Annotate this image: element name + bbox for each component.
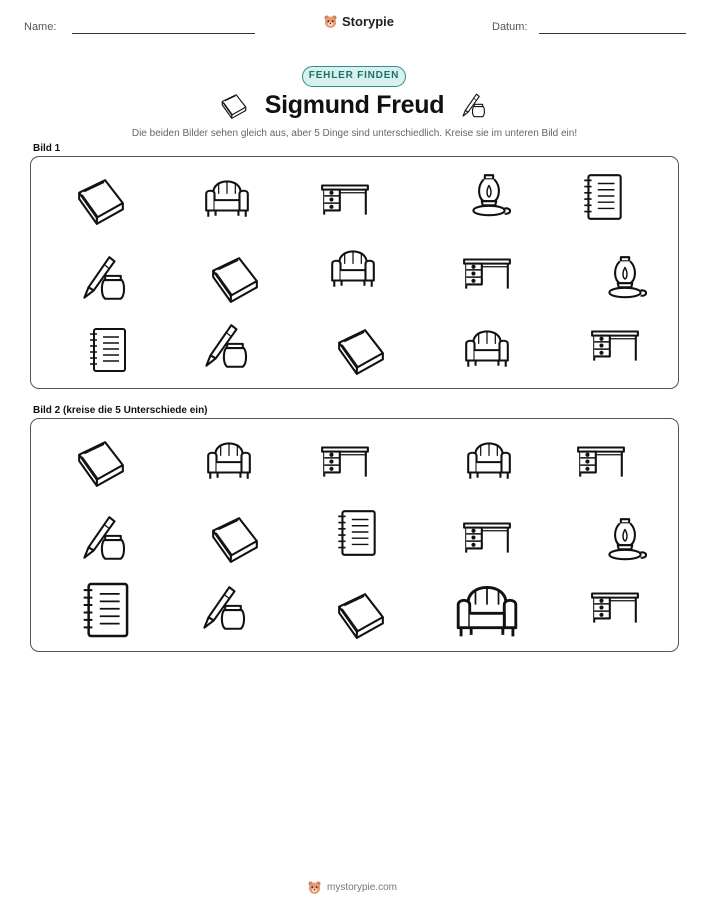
book-icon[interactable] <box>75 437 127 489</box>
footer <box>307 880 397 895</box>
brand-logo <box>323 14 394 29</box>
oil-lamp-icon[interactable] <box>599 515 651 567</box>
pen-ink-icon <box>75 253 127 305</box>
book-icon <box>335 325 387 377</box>
desk-icon <box>319 173 371 225</box>
footer-url: mystorypie.com <box>327 882 398 893</box>
desk-icon[interactable] <box>589 581 641 633</box>
pen-ink-icon <box>458 92 486 120</box>
notepad-icon <box>83 325 133 375</box>
desk-icon <box>461 247 513 299</box>
name-field[interactable] <box>72 33 255 34</box>
armchair-icon <box>201 171 253 223</box>
date-label: Datum: <box>492 21 528 33</box>
picture-2-panel[interactable] <box>30 418 679 652</box>
page-title: Sigmund Freud <box>264 91 445 119</box>
picture-1-panel <box>30 156 679 389</box>
bear-logo-icon <box>323 14 338 29</box>
book-icon[interactable] <box>335 589 387 641</box>
desk-icon[interactable] <box>319 435 371 487</box>
picture-1-label: Bild 1 <box>33 143 61 154</box>
name-label: Name: <box>24 21 57 33</box>
pen-ink-icon[interactable] <box>195 583 247 635</box>
armchair-icon[interactable] <box>463 433 515 485</box>
notepad-icon <box>577 171 629 223</box>
bear-logo-icon <box>307 880 322 895</box>
oil-lamp-icon <box>599 253 651 305</box>
oil-lamp-icon <box>463 171 515 223</box>
notepad-icon[interactable] <box>331 507 383 559</box>
desk-icon[interactable] <box>461 511 513 563</box>
brand-name: Storypie <box>342 14 395 29</box>
book-icon <box>209 253 261 305</box>
instructions: Die beiden Bilder sehen gleich aus, aber 5 Dinge sind unterschiedlich. Kreise sie im unteren Bild ein! <box>131 128 578 139</box>
armchair-icon[interactable] <box>203 433 255 485</box>
book-icon <box>75 175 127 227</box>
desk-icon <box>589 319 641 371</box>
pen-ink-icon[interactable] <box>75 513 127 565</box>
armchair-icon[interactable] <box>451 573 523 645</box>
notepad-icon[interactable] <box>75 579 137 641</box>
pen-ink-icon <box>197 321 249 373</box>
desk-icon[interactable] <box>575 435 627 487</box>
armchair-icon <box>461 321 513 373</box>
picture-2-label: Bild 2 (kreise die 5 Unterschiede ein) <box>33 405 208 416</box>
book-icon[interactable] <box>209 513 261 565</box>
activity-badge: FEHLER FINDEN <box>302 66 406 87</box>
date-field[interactable] <box>539 33 686 34</box>
armchair-icon <box>327 241 379 293</box>
